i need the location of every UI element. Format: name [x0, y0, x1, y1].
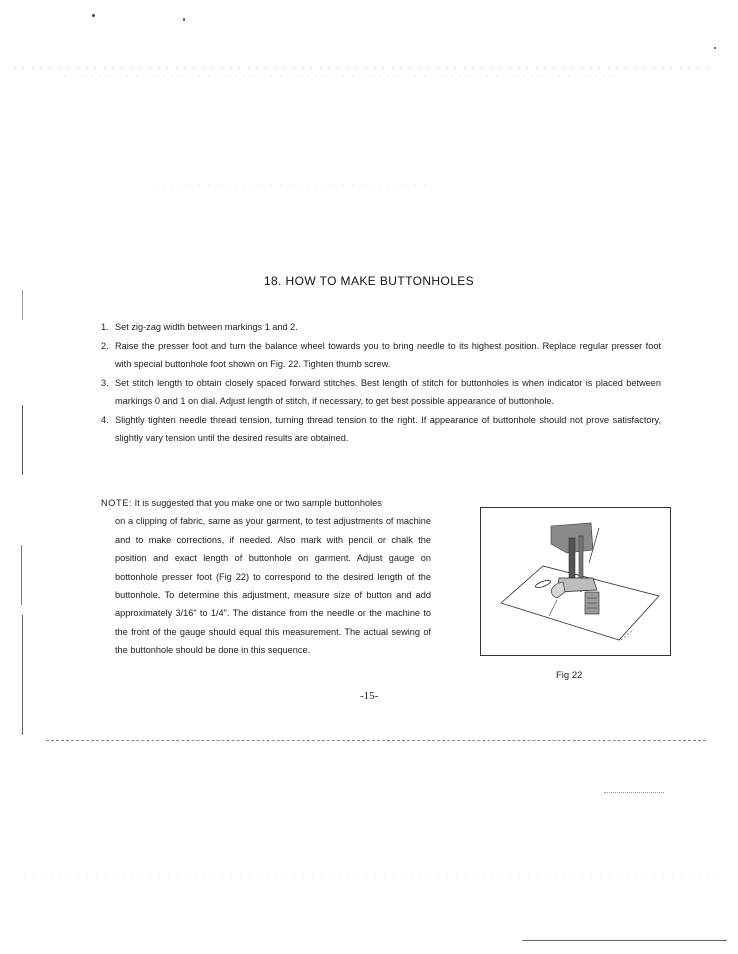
scan-edge-line — [522, 940, 727, 941]
note-label: NOTE: — [101, 498, 133, 508]
margin-mark — [22, 615, 23, 735]
list-item — [101, 337, 661, 374]
page-number: -15- — [360, 690, 379, 702]
margin-mark — [22, 405, 23, 475]
scan-speck — [714, 47, 716, 49]
list-item-number: 3. — [101, 377, 109, 388]
foot-curl — [551, 582, 565, 598]
margin-mark — [22, 290, 23, 320]
note-first-line: It is suggested that you make one or two sample buttonholes — [134, 498, 382, 508]
note-paragraph — [101, 494, 431, 660]
needle-bar — [579, 536, 583, 580]
note-body: on a clipping of fabric, same as your garment, to test adjustments of machine and to make corrections, if needed. Also mark with pencil or chalk the position and exact length of buttonhole on garment. Adjust gauge on bottonhole presser foot (Fig 22) to correspond to the desired length of the buttonhole. To determine this adjustment, measure size of button and add approximately 3/16" to 1/4". The distance from the needle or the machine to the front of the gauge should equal this measurement. The actual sewing of the buttonhole should be done in this sequence. — [115, 516, 431, 656]
page-title: 18. HOW TO MAKE BUTTONHOLES — [263, 274, 475, 288]
list-item — [101, 318, 661, 337]
list-item — [101, 411, 661, 448]
chalk-line — [549, 600, 557, 616]
scan-edge-line — [46, 740, 706, 742]
figure-caption: Fig 22 — [556, 670, 583, 681]
list-item — [101, 374, 661, 411]
list-item-text: Set stitch length to obtain closely spaced forward stitches. Best length of stitch for buttonholes is when indicator is placed between markings 0 and 1 on dial. Adjust length of stitch, if necessary, to get best possible appearance of buttonhole. — [115, 377, 661, 406]
scan-edge-line — [604, 792, 664, 794]
buttonhole-mark — [535, 579, 552, 589]
margin-mark — [21, 545, 22, 605]
scan-speck — [92, 14, 95, 17]
scan-noise — [10, 66, 710, 70]
list-item-text: Slightly tighten needle thread tension, turning thread tension to the right. If appearance of buttonhole should not prove satisfactory, slightly vary tension until the desired results are obtained. — [115, 414, 661, 443]
list-item-number: 2. — [101, 340, 109, 351]
scan-noise — [20, 872, 720, 876]
list-item-text: Set zig-zag width between markings 1 and 2. — [115, 322, 298, 332]
figure-22-illustration — [480, 507, 671, 656]
scan-speck — [183, 18, 185, 21]
presser-bar — [569, 538, 575, 578]
instruction-list — [101, 318, 661, 448]
list-item-text: Raise the presser foot and turn the balance wheel towards you to bring needle to its highest position. Replace regular presser foot with special buttonhole foot shown on Fig. 22. Tighten thumb screw. — [115, 340, 661, 369]
scan-noise — [60, 74, 620, 78]
list-item-number: 4. — [101, 414, 109, 425]
list-item-number: 1. — [101, 322, 109, 332]
buttonhole-foot-illustration — [481, 508, 670, 655]
scan-noise — [150, 183, 430, 187]
